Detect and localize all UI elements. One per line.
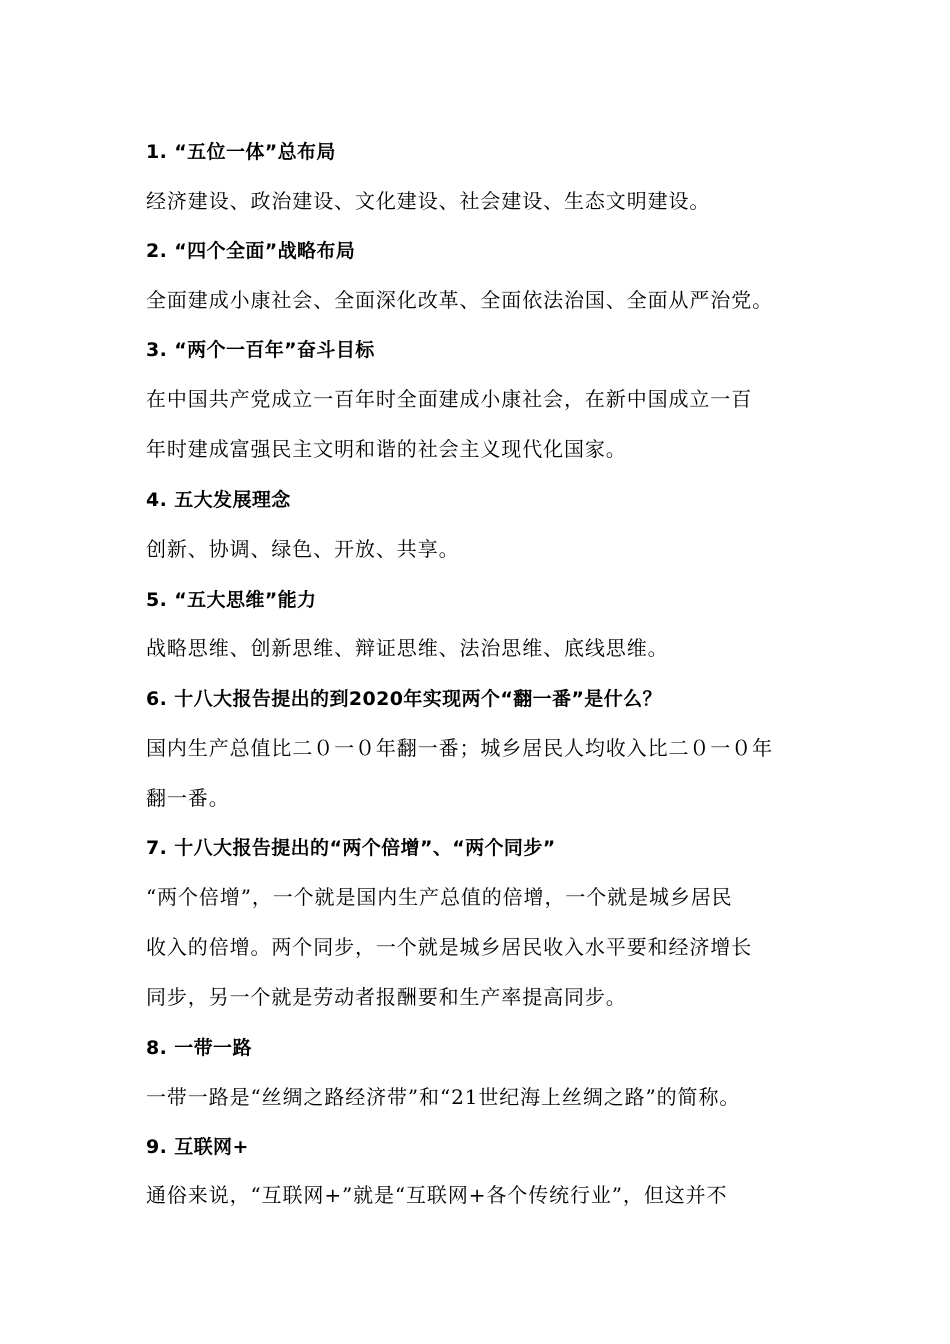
section-7-text-line-3: 同步，另一个就是劳动者报酬要和生产率提高同步。 [146,985,627,1009]
section-6-text-line-1: 国内生产总值比二０一０年翻一番；城乡居民人均收入比二０一０年 [146,736,773,760]
section-7-heading: 7. 十八大报告提出的“两个倍增”、“两个同步” [146,837,556,859]
section-3-heading: 3. “两个一百年”奋斗目标 [146,339,375,361]
section-4-text-line-1: 创新、协调、绿色、开放、共享。 [146,537,460,561]
section-1-heading: 1. “五位一体”总布局 [146,141,336,163]
section-8-heading: 8. 一带一路 [146,1037,252,1059]
section-5-heading: 5. “五大思维”能力 [146,589,317,611]
section-2-heading: 2. “四个全面”战略布局 [146,240,356,262]
section-9-text-line-1: 通俗来说，“互联网+”就是“互联网+各个传统行业”，但这并不 [146,1183,728,1207]
section-7-text-line-1: “两个倍增”，一个就是国内生产总值的倍增，一个就是城乡居民 [146,885,733,909]
section-8-text-line-1: 一带一路是“丝绸之路经济带”和“21世纪海上丝绸之路”的简称。 [146,1085,741,1109]
section-4-heading: 4. 五大发展理念 [146,489,291,511]
section-1-text-line-1: 经济建设、政治建设、文化建设、社会建设、生态文明建设。 [146,189,711,213]
section-3-text-line-2: 年时建成富强民主文明和谐的社会主义现代化国家。 [146,437,627,461]
section-3-text-line-1: 在中国共产党成立一百年时全面建成小康社会，在新中国成立一百 [146,387,753,411]
section-6-heading: 6. 十八大报告提出的到2020年实现两个“翻一番”是什么？ [146,688,662,710]
section-7-text-line-2: 收入的倍增。两个同步，一个就是城乡居民收入水平要和经济增长 [146,935,753,959]
section-5-text-line-1: 战略思维、创新思维、辩证思维、法治思维、底线思维。 [146,636,669,660]
section-9-heading: 9. 互联网+ [146,1136,249,1158]
section-6-text-line-2: 翻一番。 [146,786,230,810]
section-2-text-line-1: 全面建成小康社会、全面深化改革、全面依法治国、全面从严治党。 [146,288,773,312]
